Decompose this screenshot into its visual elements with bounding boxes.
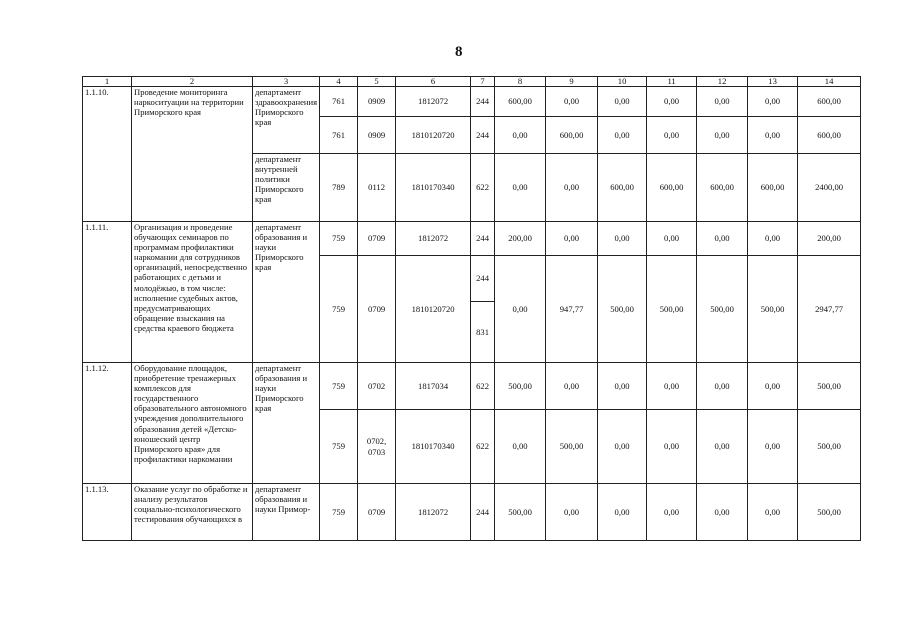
table-row (83, 87, 861, 117)
cell-grbs: 761 (320, 87, 358, 117)
col-header: 7 (471, 77, 495, 87)
cell-csr: 1812072 (396, 222, 471, 256)
cell-rzpr: 0709 (358, 222, 396, 256)
item-number: 1.1.12. (83, 363, 132, 484)
cell-value: 0,00 (697, 363, 748, 410)
item-name: Организация и проведение обучающих семинаров по программам профилактики наркомании для сотрудников организаций, непосредственно работающих с детьми и молодёжью, в том числе: исполнение судебных актов, предусматривающих обращение взыскания на средства краевого бюджета (132, 222, 253, 363)
cell-value: 2400,00 (798, 154, 861, 222)
cell-grbs: 789 (320, 154, 358, 222)
cell-grbs: 759 (320, 222, 358, 256)
cell-csr: 1810120720 (396, 117, 471, 154)
budget-table (82, 76, 861, 541)
item-number: 1.1.10. (83, 87, 132, 222)
cell-rzpr: 0909 (358, 87, 396, 117)
cell-value: 947,77 (546, 256, 598, 363)
item-department: департамент образования и науки Приморского края (253, 363, 320, 484)
cell-value: 0,00 (647, 484, 697, 541)
cell-value: 0,00 (697, 222, 748, 256)
cell-value: 0,00 (598, 484, 647, 541)
cell-rzpr: 0702 (358, 363, 396, 410)
col-header: 11 (647, 77, 697, 87)
cell-grbs: 759 (320, 256, 358, 363)
cell-value: 0,00 (598, 410, 647, 484)
cell-value: 0,00 (546, 87, 598, 117)
cell-value: 500,00 (798, 410, 861, 484)
col-header: 3 (253, 77, 320, 87)
cell-value: 0,00 (697, 87, 748, 117)
cell-vr: 622 (471, 154, 495, 222)
cell-value: 0,00 (598, 87, 647, 117)
cell-vr: 244 (471, 256, 495, 302)
cell-rzpr: 0112 (358, 154, 396, 222)
cell-vr: 622 (471, 410, 495, 484)
item-number: 1.1.13. (83, 484, 132, 541)
item-name: Оборудование площадок, приобретение тренажерных комплексов для государственного образовательного автономного учреждения дополнительного образования детей «Детско-юношеский центр Приморского края» для профилактики наркомании (132, 363, 253, 484)
cell-value: 0,00 (697, 410, 748, 484)
cell-csr: 1812072 (396, 484, 471, 541)
cell-value: 0,00 (546, 222, 598, 256)
cell-vr: 244 (471, 484, 495, 541)
cell-value: 600,00 (598, 154, 647, 222)
col-header: 2 (132, 77, 253, 87)
cell-value: 500,00 (647, 256, 697, 363)
cell-csr: 1817034 (396, 363, 471, 410)
cell-csr: 1810170340 (396, 154, 471, 222)
table-row (83, 222, 861, 256)
item-department: департамент образования и науки Примор- (253, 484, 320, 541)
cell-value: 0,00 (748, 222, 798, 256)
item-name: Оказание услуг по обработке и анализу результатов социально-психологического тестирования обучающихся в (132, 484, 253, 541)
cell-value: 2947,77 (798, 256, 861, 363)
cell-value: 0,00 (647, 410, 697, 484)
item-department: департамент здравоохранения Приморского края (253, 87, 320, 154)
cell-value: 0,00 (495, 256, 546, 363)
cell-value: 500,00 (798, 363, 861, 410)
col-header: 8 (495, 77, 546, 87)
item-department: департамент внутренней политики Приморского края (253, 154, 320, 222)
cell-rzpr: 0709 (358, 484, 396, 541)
header-row (83, 77, 861, 87)
cell-grbs: 759 (320, 484, 358, 541)
item-number: 1.1.11. (83, 222, 132, 363)
cell-value: 200,00 (495, 222, 546, 256)
cell-csr: 1810120720 (396, 256, 471, 363)
col-header: 4 (320, 77, 358, 87)
cell-vr: 244 (471, 222, 495, 256)
cell-value: 600,00 (798, 87, 861, 117)
cell-value: 0,00 (598, 222, 647, 256)
cell-value: 500,00 (697, 256, 748, 363)
cell-grbs: 759 (320, 410, 358, 484)
cell-rzpr: 0909 (358, 117, 396, 154)
cell-value: 0,00 (748, 117, 798, 154)
cell-value: 0,00 (598, 117, 647, 154)
cell-value: 0,00 (697, 484, 748, 541)
cell-value: 0,00 (647, 363, 697, 410)
cell-vr: 622 (471, 363, 495, 410)
col-header: 13 (748, 77, 798, 87)
col-header: 5 (358, 77, 396, 87)
cell-value: 0,00 (546, 154, 598, 222)
table-row (83, 484, 861, 541)
cell-value: 600,00 (647, 154, 697, 222)
cell-grbs: 759 (320, 363, 358, 410)
cell-value: 0,00 (546, 363, 598, 410)
cell-value: 600,00 (798, 117, 861, 154)
cell-value: 0,00 (495, 117, 546, 154)
cell-value: 0,00 (546, 484, 598, 541)
cell-value: 500,00 (748, 256, 798, 363)
cell-value: 0,00 (598, 363, 647, 410)
cell-value: 0,00 (647, 117, 697, 154)
cell-value: 500,00 (798, 484, 861, 541)
col-header: 12 (697, 77, 748, 87)
cell-value: 0,00 (748, 410, 798, 484)
cell-vr: 244 (471, 87, 495, 117)
cell-csr: 1812072 (396, 87, 471, 117)
col-header: 10 (598, 77, 647, 87)
cell-value: 500,00 (598, 256, 647, 363)
cell-value: 600,00 (748, 154, 798, 222)
cell-value: 0,00 (697, 117, 748, 154)
cell-vr: 831 (471, 302, 495, 363)
col-header: 6 (396, 77, 471, 87)
cell-value: 500,00 (495, 484, 546, 541)
cell-value: 200,00 (798, 222, 861, 256)
cell-value: 0,00 (495, 154, 546, 222)
cell-csr: 1810170340 (396, 410, 471, 484)
col-header: 1 (83, 77, 132, 87)
cell-value: 0,00 (495, 410, 546, 484)
cell-grbs: 761 (320, 117, 358, 154)
cell-value: 600,00 (546, 117, 598, 154)
cell-value: 600,00 (495, 87, 546, 117)
item-department: департамент образования и науки Приморского края (253, 222, 320, 363)
col-header: 9 (546, 77, 598, 87)
cell-value: 500,00 (495, 363, 546, 410)
cell-value: 0,00 (748, 363, 798, 410)
item-name: Проведение мониторинга наркоситуации на территории Приморского края (132, 87, 253, 222)
col-header: 14 (798, 77, 861, 87)
cell-value: 0,00 (647, 222, 697, 256)
cell-value: 0,00 (748, 484, 798, 541)
page-number: 8 (455, 44, 463, 60)
cell-value: 500,00 (546, 410, 598, 484)
cell-rzpr: 0702, 0703 (358, 410, 396, 484)
cell-vr: 244 (471, 117, 495, 154)
cell-value: 0,00 (748, 87, 798, 117)
cell-value: 0,00 (647, 87, 697, 117)
cell-rzpr: 0709 (358, 256, 396, 363)
table-row (83, 363, 861, 410)
cell-value: 600,00 (697, 154, 748, 222)
